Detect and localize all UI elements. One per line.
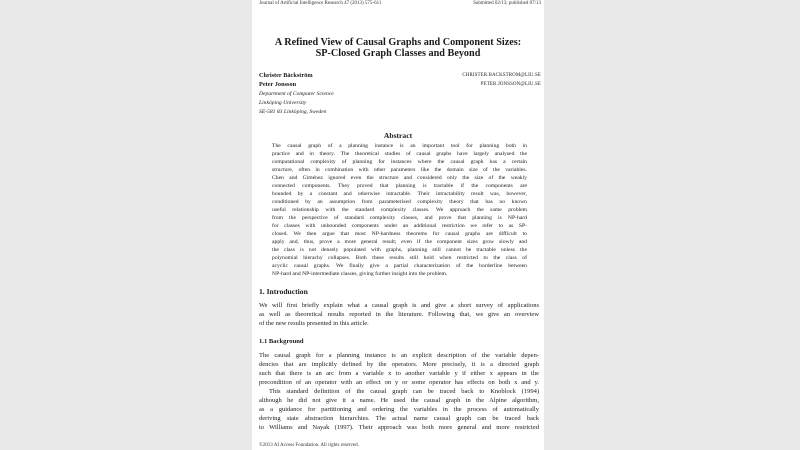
- affiliation-address: SE-581 83 Linköping, Sweden: [259, 109, 327, 115]
- body-line: precondition of an operator with an effect on y or some operator has effects on both x and y.: [259, 379, 539, 386]
- subsection-heading-background: 1.1 Background: [259, 338, 304, 345]
- abstract-line: NP-hard and NP-intermediate classes, giving further insight into the problem.: [272, 271, 448, 277]
- abstract-line: apply and, thus, prove a more general result; even if the component sizes grow slowly and: [272, 239, 527, 245]
- affiliation-univ: Linköping University: [259, 100, 307, 106]
- title-line-2: SP-Closed Graph Classes and Beyond: [315, 48, 481, 59]
- copyright-footer: ©2013 AI Access Foundation. All rights reserved.: [259, 443, 359, 448]
- body-line: dencies that are implicitly defined by the operators. More precisely, it is a directed graph: [259, 361, 539, 368]
- abstract-heading: Abstract: [383, 131, 413, 140]
- body-line: as well as theoretical results reported in the literature. Following that, we give an overview: [259, 311, 539, 318]
- affiliation-dept: Department of Computer Science: [259, 91, 334, 97]
- abstract-line: conditioned by an assumption from parameterised complexity theory that has no known: [272, 199, 527, 205]
- section-heading-introduction: 1. Introduction: [259, 287, 308, 296]
- paper-page: [252, 0, 544, 450]
- body-line: to Williams and Nayak (1997). Their approach was both more general and more restricted: [259, 424, 539, 431]
- abstract-line: connected components. They proved that planning is tractable if the components are: [272, 183, 527, 189]
- body-line: We will first briefly explain what a causal graph is and give a short survey of applications: [259, 302, 539, 309]
- journal-header: Journal of Artificial Intelligence Research 47 (2013) 575-611: [259, 1, 382, 6]
- body-line: This standard definition of the causal graph can be traced back to Knoblock (1994): [269, 388, 539, 395]
- body-line: such that there is an arc from a variable x to another variable y if either x appears in the: [259, 370, 539, 377]
- body-line: as a guidance for partitioning and ordering the variables in the process of automatically: [259, 406, 539, 413]
- abstract-line: Chen and Giménez ignored even the structure and considered only the size of the weakly: [272, 175, 527, 181]
- abstract-line: The causal graph of a planning instance is an important tool for planning both in: [272, 143, 527, 149]
- title-line-1: A Refined View of Causal Graphs and Component Sizes:: [274, 37, 522, 48]
- abstract-line: computational complexity of planning for instances where the causal graph has a certain: [272, 159, 527, 165]
- body-line: although he did not give it a name. He used the causal graph in the Alpine algorithm,: [259, 397, 539, 404]
- abstract-line: polynomial hierachy collapses. Both these results still hold when restricted to the class of: [272, 255, 527, 261]
- abstract-line: from the perspective of standard complexity classes, and prove that planning is NP-hard: [272, 215, 527, 221]
- body-line: deriving state abstraction hierarchies. The actual name causal graph can be traced back: [259, 415, 539, 422]
- abstract-line: bounded by a constant and otherwise intractable. Their intractability result was, however,: [272, 191, 527, 197]
- abstract-line: acyclic causal graphs. We finally give a partial characterization of the borderline between: [272, 263, 527, 269]
- author-email: CHRISTER.BACKSTROM@LIU.SE: [462, 73, 541, 78]
- abstract-line: the class is not densely populated with graphs, planning still cannot be tractable unless the: [272, 247, 527, 253]
- abstract-line: closed. We then argue that most NP-hardness theorems for causal graphs are difficult to: [272, 231, 527, 237]
- author-name: Christer Bäckström: [259, 72, 313, 79]
- body-line: The causal graph for a planning instance is an explicit description of the variable depen-: [259, 352, 539, 359]
- dates-header: Submitted 02/13; published 07/13: [473, 1, 541, 6]
- author-email: PETER.JONSSON@LIU.SE: [480, 82, 541, 87]
- abstract-line: for classes with unbounded components under an additional restriction we refer to as SP-: [272, 223, 527, 229]
- body-line: of the new results presented in this article.: [259, 320, 369, 327]
- abstract-line: structure, often in combination with other parameters like the domain size of the variables.: [272, 167, 527, 173]
- abstract-line: practice and in theory. The theoretical studies of causal graphs have largely analysed the: [272, 151, 527, 157]
- abstract-line: useful relationship with the standard complexity classes. We approach the same problem: [272, 207, 527, 213]
- author-name: Peter Jonsson: [259, 81, 297, 88]
